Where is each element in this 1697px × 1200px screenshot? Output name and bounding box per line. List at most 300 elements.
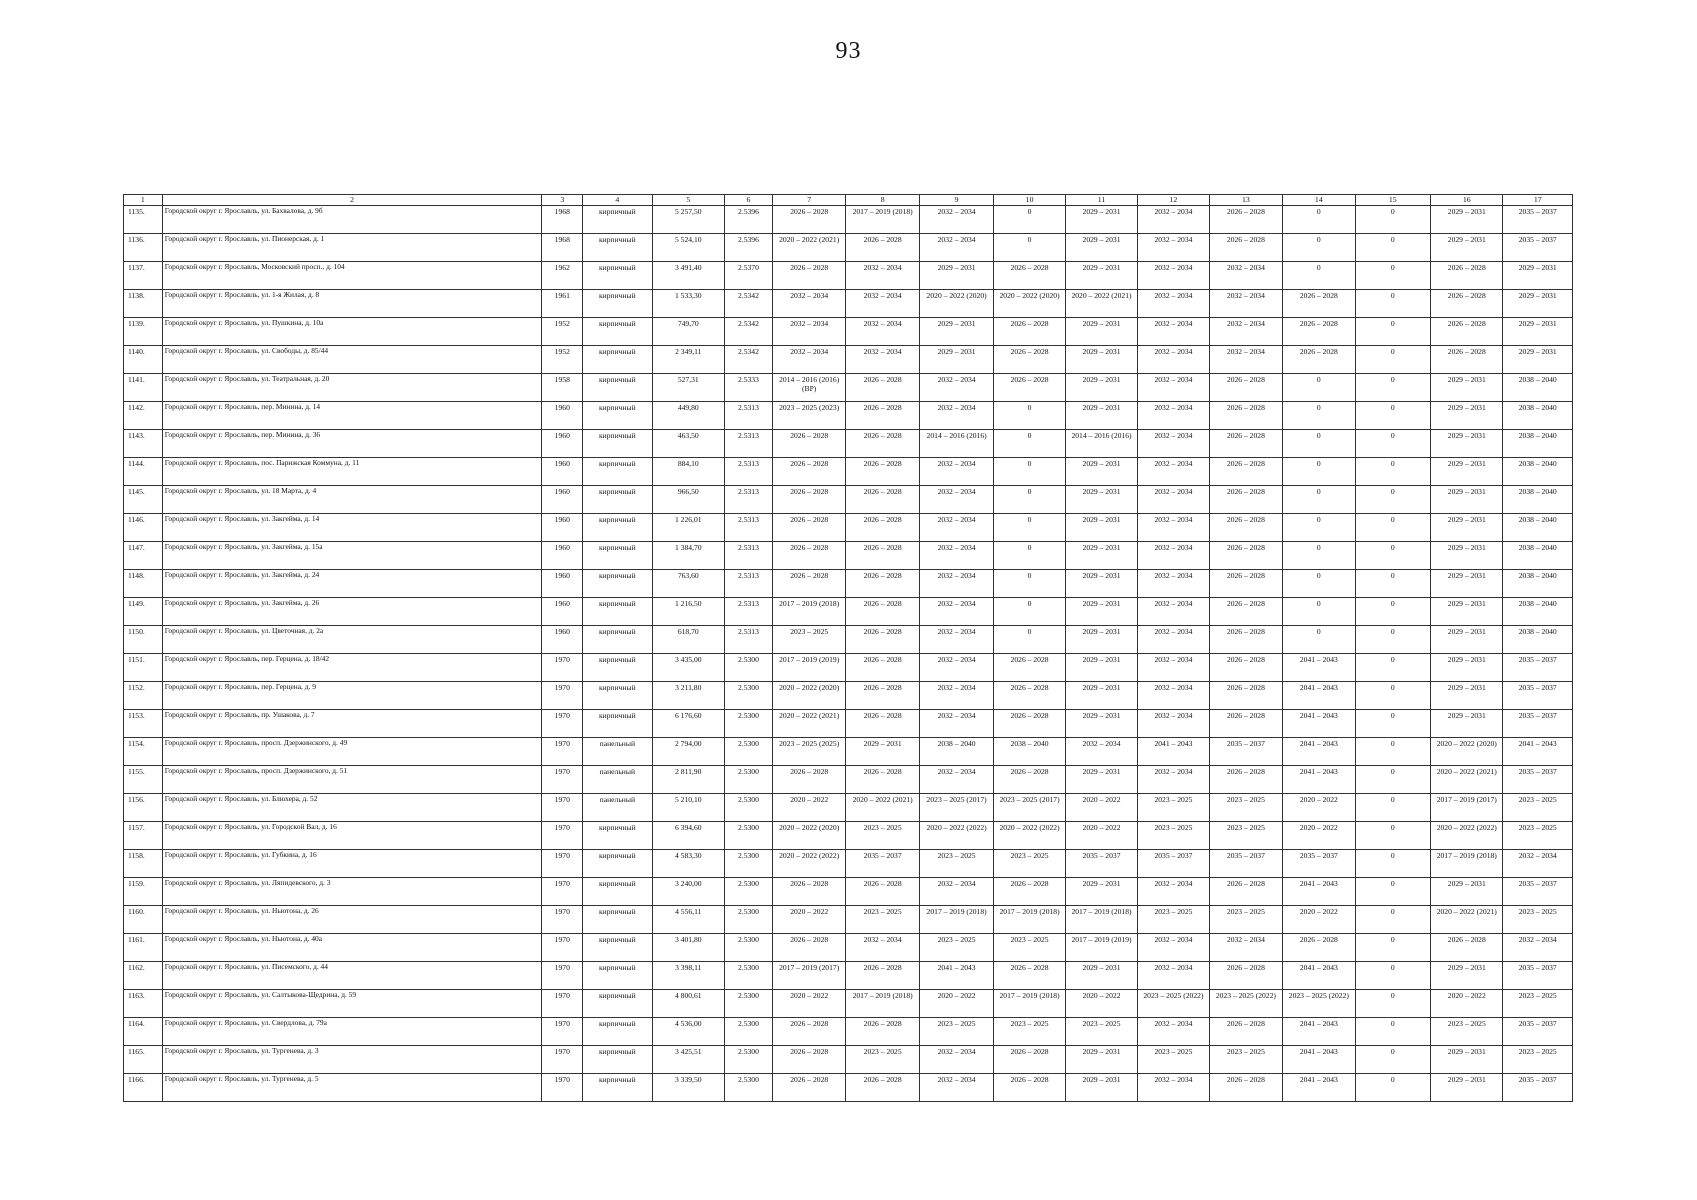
area-cell: 618,70 (652, 626, 724, 654)
wall-material-cell: кирпичный (583, 430, 652, 458)
period-cell: 2035 – 2037 (1503, 234, 1573, 262)
period-cell: 0 (1355, 598, 1431, 626)
address-cell: Городской округ г. Ярославль, ул. Ньютона, д. 40а (162, 934, 542, 962)
address-cell: Городской округ г. Ярославль, ул. Закгейма, д. 24 (162, 570, 542, 598)
period-cell: 2032 – 2034 (919, 1074, 993, 1102)
period-cell: 2026 – 2028 (994, 1074, 1065, 1102)
wall-material-cell: кирпичный (583, 290, 652, 318)
period-cell: 2029 – 2031 (1065, 318, 1137, 346)
score-cell: 2.5396 (724, 206, 772, 234)
period-cell: 2020 – 2022 (1431, 990, 1503, 1018)
period-cell: 0 (1355, 878, 1431, 906)
period-cell: 2032 – 2034 (846, 262, 919, 290)
period-cell: 2032 – 2034 (919, 878, 993, 906)
period-cell: 2029 – 2031 (1065, 598, 1137, 626)
period-cell: 2026 – 2028 (1209, 570, 1282, 598)
period-cell: 2041 – 2043 (1283, 1018, 1355, 1046)
score-cell: 2.5342 (724, 346, 772, 374)
area-cell: 4 536,00 (652, 1018, 724, 1046)
period-cell: 2029 – 2031 (1431, 486, 1503, 514)
period-cell: 2023 – 2025 (1138, 906, 1209, 934)
address-cell: Городской округ г. Ярославль, ул. Закгейма, д. 26 (162, 598, 542, 626)
wall-material-cell: кирпичный (583, 1018, 652, 1046)
period-cell: 2032 – 2034 (919, 486, 993, 514)
period-cell: 2020 – 2022 (1283, 906, 1355, 934)
row-number-cell: 1165. (124, 1046, 163, 1074)
period-cell: 2026 – 2028 (1209, 626, 1282, 654)
period-cell: 0 (994, 570, 1065, 598)
period-cell: 2017 – 2019 (2018) (772, 598, 845, 626)
area-cell: 1 216,50 (652, 598, 724, 626)
period-cell: 2032 – 2034 (1503, 850, 1573, 878)
period-cell: 2038 – 2040 (1503, 486, 1573, 514)
period-cell: 2020 – 2022 (772, 794, 845, 822)
period-cell: 2026 – 2028 (994, 262, 1065, 290)
period-cell: 0 (1283, 458, 1355, 486)
period-cell: 2035 – 2037 (1209, 850, 1282, 878)
period-cell: 2026 – 2028 (1209, 430, 1282, 458)
period-cell: 2023 – 2025 (1431, 1018, 1503, 1046)
period-cell: 2026 – 2028 (1209, 598, 1282, 626)
period-cell: 0 (1283, 374, 1355, 402)
period-cell: 0 (1355, 262, 1431, 290)
score-cell: 2.5300 (724, 794, 772, 822)
wall-material-cell: кирпичный (583, 486, 652, 514)
period-cell: 2038 – 2040 (1503, 374, 1573, 402)
area-cell: 527,31 (652, 374, 724, 402)
table-row (124, 290, 1573, 318)
period-cell: 2032 – 2034 (1503, 934, 1573, 962)
period-cell: 2026 – 2028 (846, 570, 919, 598)
score-cell: 2.5313 (724, 598, 772, 626)
column-header: 14 (1283, 195, 1355, 206)
period-cell: 2026 – 2028 (1209, 878, 1282, 906)
period-cell: 2026 – 2028 (772, 486, 845, 514)
address-cell: Городской округ г. Ярославль, ул. Свободы, д. 85/44 (162, 346, 542, 374)
area-cell: 3 435,00 (652, 654, 724, 682)
year-cell: 1962 (542, 262, 583, 290)
period-cell: 2041 – 2043 (1283, 1074, 1355, 1102)
score-cell: 2.5342 (724, 290, 772, 318)
period-cell: 2026 – 2028 (1283, 934, 1355, 962)
table-row (124, 654, 1573, 682)
period-cell: 2032 – 2034 (1138, 570, 1209, 598)
address-cell: Городской округ г. Ярославль, ул. Пушкина, д. 10а (162, 318, 542, 346)
column-number-row (124, 195, 1573, 206)
period-cell: 0 (1283, 514, 1355, 542)
period-cell: 2032 – 2034 (1209, 346, 1282, 374)
period-cell: 2026 – 2028 (846, 1074, 919, 1102)
wall-material-cell: кирпичный (583, 374, 652, 402)
period-cell: 0 (1355, 906, 1431, 934)
wall-material-cell: кирпичный (583, 850, 652, 878)
wall-material-cell: кирпичный (583, 1074, 652, 1102)
table-row (124, 710, 1573, 738)
year-cell: 1970 (542, 850, 583, 878)
period-cell: 2026 – 2028 (1209, 962, 1282, 990)
period-cell: 2029 – 2031 (1431, 542, 1503, 570)
row-number-cell: 1140. (124, 346, 163, 374)
area-cell: 884,10 (652, 458, 724, 486)
area-cell: 449,80 (652, 402, 724, 430)
period-cell: 2029 – 2031 (1065, 962, 1137, 990)
table-row (124, 766, 1573, 794)
page-number: 93 (835, 38, 862, 64)
period-cell: 0 (994, 626, 1065, 654)
score-cell: 2.5300 (724, 654, 772, 682)
period-cell: 2026 – 2028 (1431, 262, 1503, 290)
address-cell: Городской округ г. Ярославль, пер. Герцена, д. 9 (162, 682, 542, 710)
period-cell: 2029 – 2031 (1065, 1046, 1137, 1074)
column-header: 11 (1065, 195, 1137, 206)
area-cell: 749,70 (652, 318, 724, 346)
period-cell: 2029 – 2031 (1431, 234, 1503, 262)
period-cell: 2026 – 2028 (1283, 290, 1355, 318)
row-number-cell: 1155. (124, 766, 163, 794)
period-cell: 2029 – 2031 (1431, 402, 1503, 430)
period-cell: 2032 – 2034 (1138, 374, 1209, 402)
period-cell: 0 (1355, 374, 1431, 402)
period-cell: 2020 – 2022 (2020) (772, 682, 845, 710)
period-cell: 2029 – 2031 (1503, 290, 1573, 318)
period-cell: 0 (1355, 1018, 1431, 1046)
year-cell: 1960 (542, 542, 583, 570)
period-cell: 2038 – 2040 (1503, 458, 1573, 486)
table-row (124, 962, 1573, 990)
period-cell: 2029 – 2031 (919, 346, 993, 374)
year-cell: 1970 (542, 1046, 583, 1074)
area-cell: 1 226,01 (652, 514, 724, 542)
period-cell: 2020 – 2022 (772, 990, 845, 1018)
period-cell: 2023 – 2025 (2022) (1209, 990, 1282, 1018)
period-cell: 0 (1355, 682, 1431, 710)
period-cell: 2029 – 2031 (1503, 346, 1573, 374)
period-cell: 2032 – 2034 (919, 710, 993, 738)
period-cell: 2023 – 2025 (1065, 1018, 1137, 1046)
period-cell: 2032 – 2034 (1138, 682, 1209, 710)
period-cell: 2029 – 2031 (1431, 570, 1503, 598)
wall-material-cell: кирпичный (583, 990, 652, 1018)
year-cell: 1970 (542, 738, 583, 766)
period-cell: 2023 – 2025 (1138, 1046, 1209, 1074)
address-cell: Городской округ г. Ярославль, просп. Дзержинского, д. 49 (162, 738, 542, 766)
score-cell: 2.5300 (724, 1018, 772, 1046)
wall-material-cell: кирпичный (583, 458, 652, 486)
period-cell: 2041 – 2043 (1283, 738, 1355, 766)
score-cell: 2.5300 (724, 1046, 772, 1074)
period-cell: 2032 – 2034 (846, 934, 919, 962)
area-cell: 3 425,51 (652, 1046, 724, 1074)
period-cell: 2035 – 2037 (1503, 766, 1573, 794)
period-cell: 2020 – 2022 (1283, 794, 1355, 822)
period-cell: 2026 – 2028 (846, 1018, 919, 1046)
period-cell: 2038 – 2040 (1503, 514, 1573, 542)
period-cell: 2032 – 2034 (919, 514, 993, 542)
area-cell: 966,50 (652, 486, 724, 514)
table-row (124, 682, 1573, 710)
period-cell: 2026 – 2028 (846, 486, 919, 514)
period-cell: 0 (1355, 402, 1431, 430)
year-cell: 1970 (542, 934, 583, 962)
wall-material-cell: кирпичный (583, 710, 652, 738)
period-cell: 2014 – 2016 (2016) (ВР) (772, 374, 845, 402)
wall-material-cell: кирпичный (583, 1046, 652, 1074)
period-cell: 2020 – 2022 (2021) (1431, 766, 1503, 794)
period-cell: 2029 – 2031 (1065, 710, 1137, 738)
table-row (124, 374, 1573, 402)
table-row (124, 598, 1573, 626)
period-cell: 2026 – 2028 (846, 626, 919, 654)
period-cell: 0 (1355, 234, 1431, 262)
wall-material-cell: кирпичный (583, 318, 652, 346)
table-row (124, 206, 1573, 234)
table-row (124, 318, 1573, 346)
period-cell: 0 (1355, 1046, 1431, 1074)
period-cell: 0 (1283, 206, 1355, 234)
period-cell: 2029 – 2031 (846, 738, 919, 766)
row-number-cell: 1148. (124, 570, 163, 598)
area-cell: 3 211,80 (652, 682, 724, 710)
year-cell: 1970 (542, 1074, 583, 1102)
period-cell: 2029 – 2031 (1431, 962, 1503, 990)
period-cell: 2026 – 2028 (1431, 318, 1503, 346)
address-cell: Городской округ г. Ярославль, пер. Минина, д. 36 (162, 430, 542, 458)
period-cell: 2029 – 2031 (1065, 262, 1137, 290)
table-row (124, 542, 1573, 570)
period-cell: 2020 – 2022 (2020) (994, 290, 1065, 318)
area-cell: 3 339,50 (652, 1074, 724, 1102)
table-row (124, 794, 1573, 822)
wall-material-cell: панельный (583, 794, 652, 822)
wall-material-cell: кирпичный (583, 206, 652, 234)
row-number-cell: 1157. (124, 822, 163, 850)
table-row (124, 430, 1573, 458)
period-cell: 2032 – 2034 (772, 290, 845, 318)
column-header: 12 (1138, 195, 1209, 206)
area-cell: 2 349,11 (652, 346, 724, 374)
column-header: 17 (1503, 195, 1573, 206)
row-number-cell: 1150. (124, 626, 163, 654)
period-cell: 2026 – 2028 (994, 962, 1065, 990)
period-cell: 2041 – 2043 (1503, 738, 1573, 766)
row-number-cell: 1151. (124, 654, 163, 682)
period-cell: 2032 – 2034 (1138, 766, 1209, 794)
period-cell: 2026 – 2028 (846, 542, 919, 570)
period-cell: 2020 – 2022 (2022) (1431, 822, 1503, 850)
period-cell: 2026 – 2028 (1209, 374, 1282, 402)
period-cell: 2032 – 2034 (1138, 514, 1209, 542)
table-row (124, 234, 1573, 262)
table-row (124, 990, 1573, 1018)
period-cell: 2038 – 2040 (1503, 626, 1573, 654)
period-cell: 2023 – 2025 (2022) (1138, 990, 1209, 1018)
year-cell: 1970 (542, 878, 583, 906)
wall-material-cell: кирпичный (583, 346, 652, 374)
address-cell: Городской округ г. Ярославль, пр. Ушакова, д. 7 (162, 710, 542, 738)
housing-register-table (123, 194, 1573, 1102)
period-cell: 2026 – 2028 (1431, 934, 1503, 962)
period-cell: 0 (1355, 626, 1431, 654)
row-number-cell: 1166. (124, 1074, 163, 1102)
period-cell: 2041 – 2043 (1283, 766, 1355, 794)
period-cell: 0 (1355, 290, 1431, 318)
table-row (124, 1018, 1573, 1046)
score-cell: 2.5396 (724, 234, 772, 262)
period-cell: 0 (1355, 486, 1431, 514)
period-cell: 2020 – 2022 (2021) (1431, 906, 1503, 934)
period-cell: 2026 – 2028 (1209, 458, 1282, 486)
year-cell: 1952 (542, 346, 583, 374)
period-cell: 2026 – 2028 (846, 234, 919, 262)
period-cell: 2026 – 2028 (1209, 514, 1282, 542)
year-cell: 1960 (542, 402, 583, 430)
period-cell: 2035 – 2037 (1065, 850, 1137, 878)
period-cell: 2026 – 2028 (772, 262, 845, 290)
period-cell: 2029 – 2031 (1431, 1046, 1503, 1074)
period-cell: 2023 – 2025 (919, 850, 993, 878)
year-cell: 1970 (542, 766, 583, 794)
period-cell: 2041 – 2043 (1283, 962, 1355, 990)
period-cell: 2032 – 2034 (1138, 962, 1209, 990)
period-cell: 2026 – 2028 (1431, 290, 1503, 318)
period-cell: 2026 – 2028 (1209, 766, 1282, 794)
period-cell: 2032 – 2034 (1138, 542, 1209, 570)
period-cell: 2026 – 2028 (1209, 1018, 1282, 1046)
period-cell: 2026 – 2028 (994, 878, 1065, 906)
period-cell: 2026 – 2028 (846, 514, 919, 542)
period-cell: 2023 – 2025 (1503, 794, 1573, 822)
period-cell: 2032 – 2034 (1138, 710, 1209, 738)
row-number-cell: 1135. (124, 206, 163, 234)
period-cell: 0 (1355, 1074, 1431, 1102)
period-cell: 2029 – 2031 (1431, 878, 1503, 906)
period-cell: 2035 – 2037 (1503, 206, 1573, 234)
period-cell: 0 (1355, 654, 1431, 682)
period-cell: 2023 – 2025 (2017) (919, 794, 993, 822)
period-cell: 2038 – 2040 (1503, 598, 1573, 626)
period-cell: 2029 – 2031 (1065, 458, 1137, 486)
score-cell: 2.5300 (724, 682, 772, 710)
period-cell: 2023 – 2025 (1209, 1046, 1282, 1074)
period-cell: 2029 – 2031 (1065, 374, 1137, 402)
period-cell: 2026 – 2028 (846, 430, 919, 458)
year-cell: 1960 (542, 626, 583, 654)
row-number-cell: 1149. (124, 598, 163, 626)
period-cell: 0 (1283, 570, 1355, 598)
table-row (124, 934, 1573, 962)
period-cell: 2041 – 2043 (1283, 710, 1355, 738)
period-cell: 2029 – 2031 (1431, 710, 1503, 738)
row-number-cell: 1158. (124, 850, 163, 878)
score-cell: 2.5313 (724, 514, 772, 542)
table-row (124, 402, 1573, 430)
period-cell: 2026 – 2028 (772, 1018, 845, 1046)
period-cell: 2023 – 2025 (1138, 794, 1209, 822)
area-cell: 2 811,90 (652, 766, 724, 794)
area-cell: 463,50 (652, 430, 724, 458)
period-cell: 0 (1355, 514, 1431, 542)
period-cell: 0 (1355, 850, 1431, 878)
period-cell: 2029 – 2031 (1431, 598, 1503, 626)
period-cell: 0 (994, 430, 1065, 458)
wall-material-cell: панельный (583, 766, 652, 794)
column-header: 10 (994, 195, 1065, 206)
period-cell: 2020 – 2022 (2021) (1065, 290, 1137, 318)
period-cell: 2041 – 2043 (919, 962, 993, 990)
period-cell: 2032 – 2034 (919, 598, 993, 626)
period-cell: 2026 – 2028 (772, 514, 845, 542)
area-cell: 6 176,60 (652, 710, 724, 738)
period-cell: 2032 – 2034 (1209, 318, 1282, 346)
area-cell: 2 794,00 (652, 738, 724, 766)
period-cell: 0 (1355, 794, 1431, 822)
column-header: 1 (124, 195, 163, 206)
table-row (124, 1046, 1573, 1074)
period-cell: 2023 – 2025 (1209, 906, 1282, 934)
period-cell: 2020 – 2022 (2021) (772, 710, 845, 738)
row-number-cell: 1136. (124, 234, 163, 262)
score-cell: 2.5313 (724, 430, 772, 458)
period-cell: 0 (1355, 710, 1431, 738)
wall-material-cell: кирпичный (583, 542, 652, 570)
period-cell: 2029 – 2031 (1065, 234, 1137, 262)
address-cell: Городской округ г. Ярославль, ул. Закгейма, д. 14 (162, 514, 542, 542)
period-cell: 2032 – 2034 (1138, 290, 1209, 318)
period-cell: 2032 – 2034 (919, 206, 993, 234)
period-cell: 2029 – 2031 (1431, 430, 1503, 458)
period-cell: 2020 – 2022 (2020) (919, 290, 993, 318)
period-cell: 2026 – 2028 (772, 1046, 845, 1074)
period-cell: 0 (1355, 738, 1431, 766)
period-cell: 2026 – 2028 (772, 1074, 845, 1102)
address-cell: Городской округ г. Ярославль, ул. Закгейма, д. 15а (162, 542, 542, 570)
period-cell: 2029 – 2031 (1065, 682, 1137, 710)
area-cell: 5 210,10 (652, 794, 724, 822)
period-cell: 0 (1355, 318, 1431, 346)
period-cell: 2023 – 2025 (1209, 794, 1282, 822)
period-cell: 2023 – 2025 (1503, 822, 1573, 850)
address-cell: Городской округ г. Ярославль, ул. Цветочная, д. 2а (162, 626, 542, 654)
period-cell: 2038 – 2040 (1503, 430, 1573, 458)
period-cell: 2035 – 2037 (1503, 710, 1573, 738)
period-cell: 0 (994, 514, 1065, 542)
period-cell: 2029 – 2031 (1065, 542, 1137, 570)
address-cell: Городской округ г. Ярославль, ул. Ньютона, д. 26 (162, 906, 542, 934)
score-cell: 2.5313 (724, 486, 772, 514)
period-cell: 2023 – 2025 (994, 850, 1065, 878)
table-row (124, 458, 1573, 486)
period-cell: 2026 – 2028 (1209, 402, 1282, 430)
year-cell: 1952 (542, 318, 583, 346)
period-cell: 2035 – 2037 (846, 850, 919, 878)
period-cell: 2029 – 2031 (919, 262, 993, 290)
period-cell: 2029 – 2031 (1065, 766, 1137, 794)
period-cell: 2032 – 2034 (919, 654, 993, 682)
period-cell: 2026 – 2028 (994, 710, 1065, 738)
row-number-cell: 1163. (124, 990, 163, 1018)
period-cell: 2026 – 2028 (1209, 682, 1282, 710)
period-cell: 2029 – 2031 (1431, 374, 1503, 402)
period-cell: 2020 – 2022 (1283, 822, 1355, 850)
period-cell: 2032 – 2034 (919, 234, 993, 262)
period-cell: 0 (994, 402, 1065, 430)
score-cell: 2.5300 (724, 710, 772, 738)
period-cell: 2038 – 2040 (1503, 570, 1573, 598)
score-cell: 2.5300 (724, 766, 772, 794)
wall-material-cell: кирпичный (583, 262, 652, 290)
period-cell: 2041 – 2043 (1138, 738, 1209, 766)
wall-material-cell: кирпичный (583, 878, 652, 906)
